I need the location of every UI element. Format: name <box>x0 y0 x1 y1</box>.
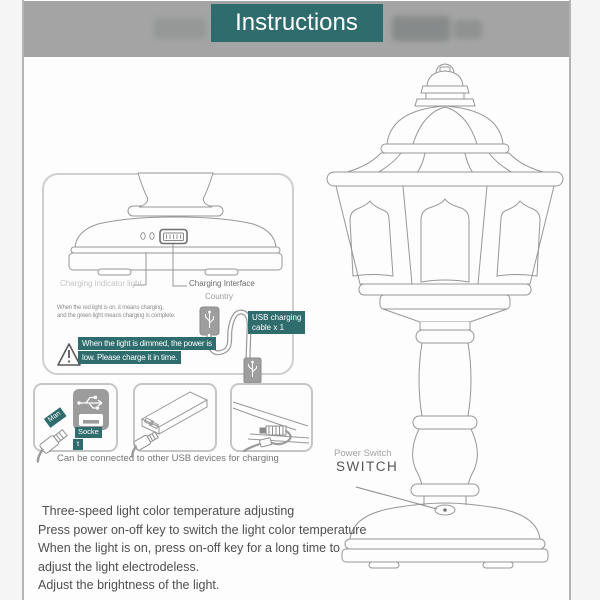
laptop <box>233 402 309 443</box>
lantern <box>327 64 563 322</box>
page-title: Instructions <box>235 9 358 36</box>
base-rim <box>71 247 280 253</box>
usb-cable-callout-line1: USB charging <box>252 313 302 322</box>
switch-label: SWITCH <box>336 459 399 474</box>
base-plinth <box>69 253 282 270</box>
charging-note-line1: When the red light is on, it means charging, <box>57 305 164 311</box>
power-switch-label: Power Switch <box>334 448 392 459</box>
instruction-line: When the light is on, press on-off key for a long time to <box>38 541 341 555</box>
instructions-paragraph <box>38 502 366 595</box>
usb-caption: Can be connected to other USB devices for charging <box>57 453 279 464</box>
instruction-line: Press power on-off key to switch the light color temperature <box>38 522 367 537</box>
lamp-drawing <box>323 58 567 570</box>
charging-note <box>57 304 175 320</box>
socket-label-line2: t <box>73 439 83 450</box>
instruction-line: Three-speed light color temperature adjusting <box>42 504 295 518</box>
usb-cable-callout <box>248 311 305 334</box>
man-label: Man <box>44 407 66 427</box>
base-foot <box>98 269 131 275</box>
title-accent-box <box>211 4 383 42</box>
lamp-column <box>411 322 479 496</box>
watermark-smudge <box>454 20 482 39</box>
watermark-smudge <box>392 16 450 41</box>
country-label: Country <box>205 292 234 301</box>
low-power-warning-line2: low. Please charge it in time. <box>78 351 181 364</box>
instruction-line: adjust the light electrodeless. <box>38 559 200 574</box>
base-foot <box>205 269 238 275</box>
low-power-warning <box>78 337 216 365</box>
powerbank <box>142 392 207 434</box>
charging-note-line2: and the green light means charging is complete. <box>57 313 176 319</box>
socket-label-line1: Socke <box>75 427 102 438</box>
laptop-drawing <box>230 383 313 452</box>
charging-indicator-label: Charging indicator light <box>60 279 142 288</box>
usb-cable-callout-line2: cable x 1 <box>252 322 285 332</box>
powerbank-drawing <box>133 383 217 452</box>
lamp-base <box>342 496 548 568</box>
charging-interface-label: Charging Interface <box>189 279 255 288</box>
usb-plug <box>200 307 219 335</box>
watermark-smudge <box>154 18 206 39</box>
laptop-usb-plug <box>244 426 291 451</box>
low-power-warning-line1: When the light is dimmed, the power is <box>78 337 216 350</box>
header-bar <box>24 1 569 57</box>
warning-triangle-icon <box>58 344 80 365</box>
instruction-line: Adjust the brightness of the light. <box>38 578 220 592</box>
lamp-neck <box>138 173 213 207</box>
